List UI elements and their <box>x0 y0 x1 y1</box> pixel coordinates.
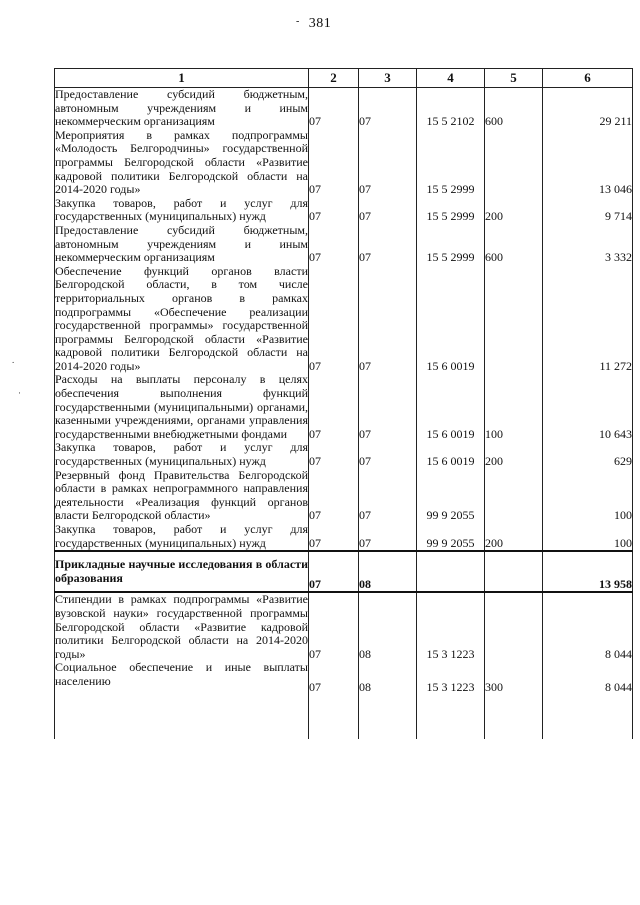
row-section: 07 <box>309 523 359 551</box>
header-row <box>55 69 633 88</box>
header-col-6: 6 <box>543 69 633 88</box>
row-description: Обеспечение функций органов власти Белгородской области, в том числе территориальных органов в рамках подпрограммы «Обеспечение реализации государственной программы» государственной программы Белгородской области «Развитие кадровой политики Белгородской области на 2014-2020 годы» <box>55 263 308 373</box>
row-description: Предоставление субсидий бюджетным, автономным учреждениям и иным некоммерческим организациям <box>55 87 308 129</box>
table-row <box>55 129 633 197</box>
row-description: Предоставление субсидий бюджетным, автономным учреждениям и иным некоммерческим организациям <box>55 222 308 265</box>
table-row <box>55 373 633 441</box>
table-row <box>55 197 633 224</box>
row-amount: 9 714 <box>543 197 633 224</box>
row-amount: 29 211 <box>543 88 633 129</box>
row-target-code: 15 5 2102 <box>417 88 485 129</box>
row-subsection: 07 <box>359 88 417 129</box>
row-subsection: 07 <box>359 197 417 224</box>
row-subsection: 07 <box>359 129 417 197</box>
row-target-code: 99 9 2055 <box>417 523 485 551</box>
row-section: 07 <box>309 373 359 441</box>
row-description: Закупка товаров, работ и услуг для государственных (муниципальных) нужд <box>55 195 308 224</box>
row-target-code: 15 6 0019 <box>417 441 485 468</box>
row-target-code: 15 5 2999 <box>417 224 485 265</box>
row-section: 07 <box>309 441 359 468</box>
section-description: Прикладные научные исследования в области образования <box>55 551 309 592</box>
row-description: Стипендии в рамках подпрограммы «Развитие вузовской науки» государственной программы Белгородской области «Развитие кадровой политики Белгородской области на 2014-2020 годы» <box>55 592 308 661</box>
row-section: 07 <box>309 592 359 661</box>
row-subsection: 07 <box>359 469 417 523</box>
row-amount: 3 332 <box>543 224 633 265</box>
table-row <box>55 592 633 661</box>
row-expense-type <box>485 592 543 661</box>
scan-mark: - <box>296 16 300 27</box>
row-target-code: 15 6 0019 <box>417 265 485 374</box>
row-subsection: 08 <box>359 551 417 592</box>
row-section: 07 <box>309 265 359 374</box>
row-expense-type: 200 <box>485 523 543 551</box>
row-description: Резервный фонд Правительства Белгородской области в рамках непрограммного направления деятельности «Реализация функций органов власти Белгородской области» <box>55 467 308 523</box>
row-section: 07 <box>309 197 359 224</box>
row-section: 07 <box>309 469 359 523</box>
row-subsection: 07 <box>359 224 417 265</box>
table-row <box>55 88 633 129</box>
row-section: 07 <box>309 224 359 265</box>
row-target-code: 15 3 1223 <box>417 592 485 661</box>
row-subsection: 07 <box>359 265 417 374</box>
budget-table <box>54 68 633 739</box>
row-section: 07 <box>309 551 359 592</box>
row-expense-type: 300 <box>485 661 543 739</box>
row-amount: 13 046 <box>543 129 633 197</box>
row-expense-type <box>485 469 543 523</box>
row-expense-type: 200 <box>485 197 543 224</box>
header-col-1: 1 <box>55 69 309 88</box>
row-section: 07 <box>309 661 359 739</box>
table-row <box>55 224 633 265</box>
row-section: 07 <box>309 88 359 129</box>
row-expense-type: 100 <box>485 373 543 441</box>
section-row <box>55 551 633 592</box>
header-col-5: 5 <box>485 69 543 88</box>
table-row <box>55 265 633 374</box>
row-target-code: 15 6 0019 <box>417 373 485 441</box>
row-subsection: 07 <box>359 373 417 441</box>
row-expense-type <box>485 265 543 374</box>
row-amount: 100 <box>543 523 633 551</box>
table-row <box>55 469 633 523</box>
row-expense-type <box>485 551 543 592</box>
row-amount: 8 044 <box>543 592 633 661</box>
row-amount: 8 044 <box>543 661 633 739</box>
row-target-code: 15 5 2999 <box>417 129 485 197</box>
row-subsection: 07 <box>359 441 417 468</box>
header-col-2: 2 <box>309 69 359 88</box>
row-subsection: 08 <box>359 592 417 661</box>
row-expense-type: 600 <box>485 224 543 265</box>
row-expense-type: 600 <box>485 88 543 129</box>
row-section: 07 <box>309 129 359 197</box>
header-col-4: 4 <box>417 69 485 88</box>
row-expense-type: 200 <box>485 441 543 468</box>
scan-speck: · <box>18 388 21 398</box>
row-target-code: 15 3 1223 <box>417 661 485 739</box>
scan-speck: . <box>12 355 15 365</box>
row-amount: 11 272 <box>543 265 633 374</box>
row-description: Расходы на выплаты персоналу в целях обеспечения выполнения функций государственными (муниципальными) органами, казенными учреждениями, органами управления государственными внебюджетными фондами <box>55 372 308 441</box>
row-description: Мероприятия в рамках подпрограммы «Молодость Белгородчины» государственной программы Белгородской области «Развитие кадровой политики Белгородской области на 2014-2020 годы» <box>55 127 308 197</box>
table-row <box>55 523 633 551</box>
row-target-code <box>417 551 485 592</box>
row-amount: 629 <box>543 441 633 468</box>
row-description: Закупка товаров, работ и услуг для государственных (муниципальных) нужд <box>55 522 308 550</box>
row-target-code: 99 9 2055 <box>417 469 485 523</box>
row-description: Социальное обеспечение и иные выплаты населению <box>55 661 309 739</box>
row-amount: 10 643 <box>543 373 633 441</box>
row-amount: 100 <box>543 469 633 523</box>
row-target-code: 15 5 2999 <box>417 197 485 224</box>
row-subsection: 08 <box>359 661 417 739</box>
page-number: 381 <box>308 16 332 31</box>
table-row <box>55 441 633 468</box>
table-row <box>55 661 633 739</box>
row-description: Закупка товаров, работ и услуг для государственных (муниципальных) нужд <box>55 440 308 469</box>
header-col-3: 3 <box>359 69 417 88</box>
row-expense-type <box>485 129 543 197</box>
row-subsection: 07 <box>359 523 417 551</box>
section-amount: 13 958 <box>543 551 633 592</box>
